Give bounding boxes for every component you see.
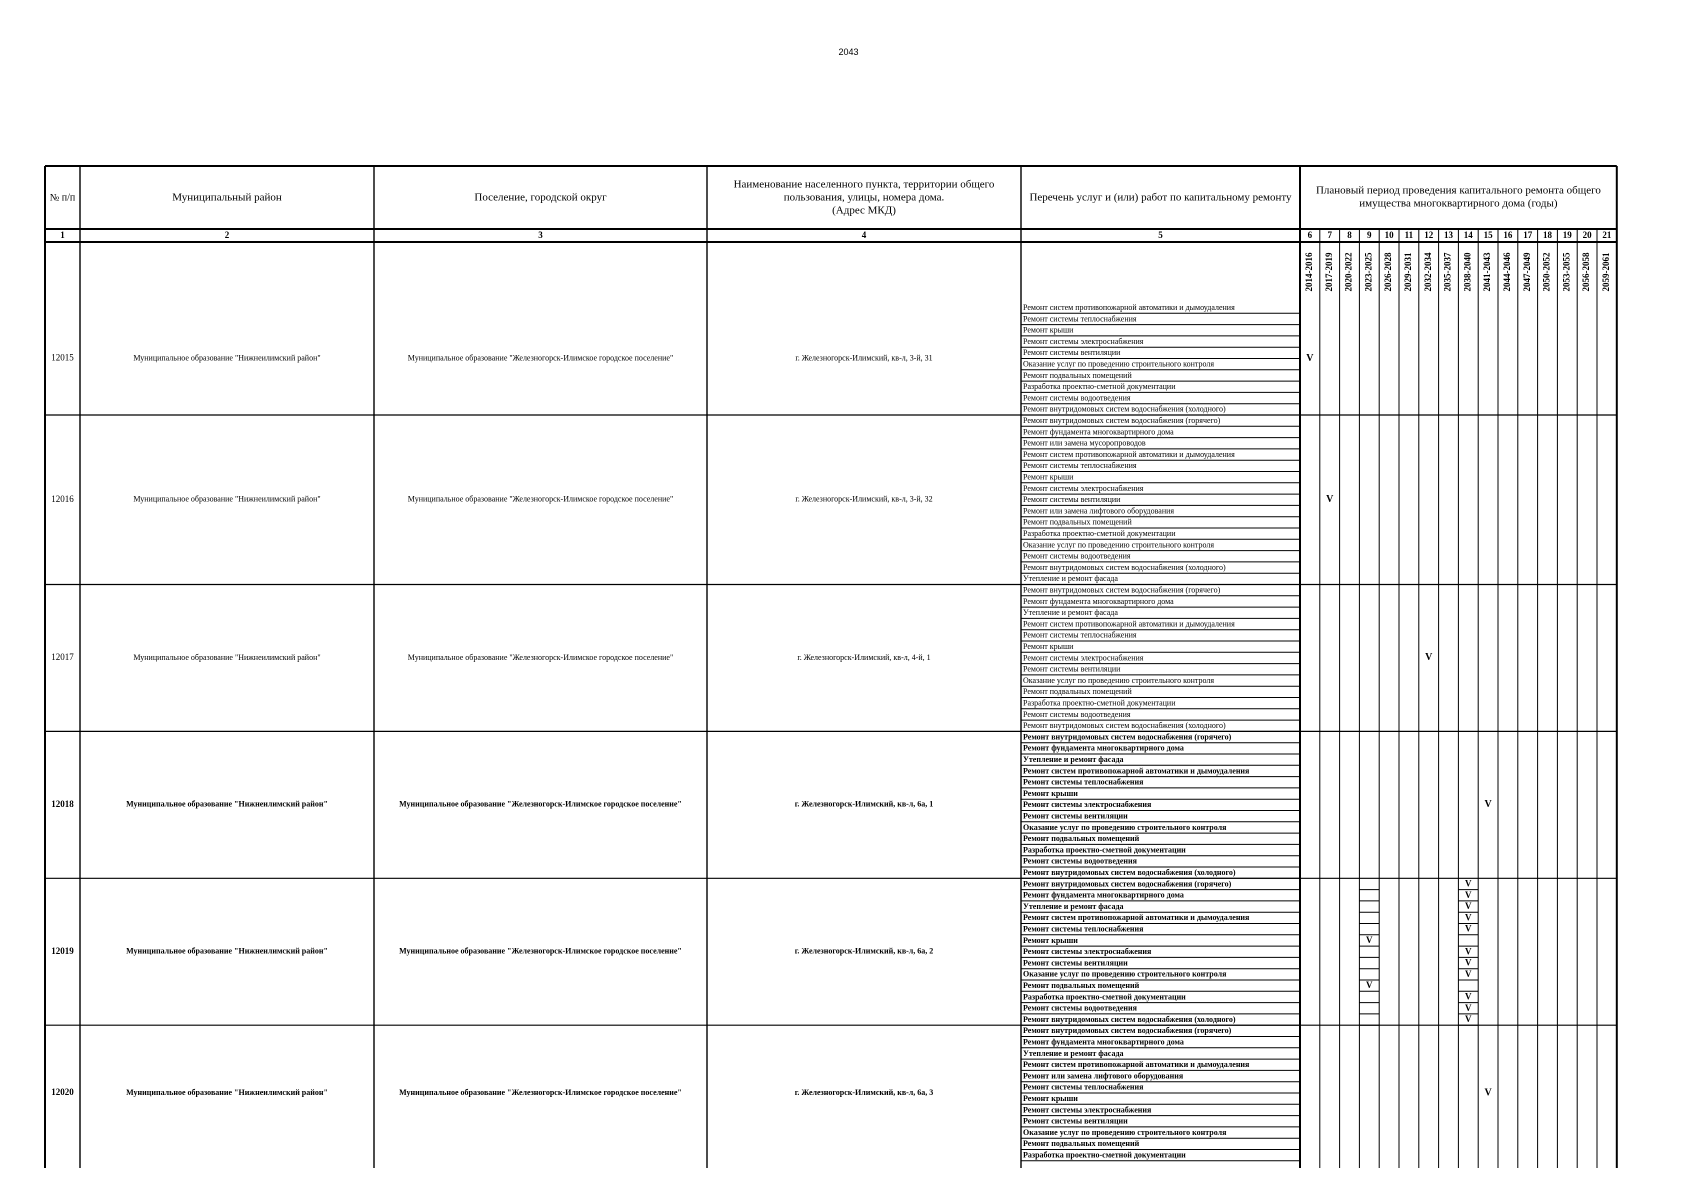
work-item: Утепление и ремонт фасада <box>1023 608 1118 618</box>
period-mark: V <box>1465 1002 1472 1013</box>
work-item: Ремонт фундамента многоквартирного дома <box>1023 596 1174 606</box>
period-mark: V <box>1465 923 1472 934</box>
record-address: г. Железногорск-Илимский, кв-л, 6а, 3 <box>794 1087 934 1097</box>
period-mark: V <box>1465 946 1472 957</box>
work-item: Оказание услуг по проведению строительного контроля <box>1023 359 1215 369</box>
work-item: Утепление и ремонт фасада <box>1023 574 1118 584</box>
work-item: Ремонт внутридомовых систем водоснабжения (горячего) <box>1023 732 1232 742</box>
work-item: Ремонт фундамента многоквартирного дома <box>1023 890 1184 900</box>
period-mark: V <box>1465 991 1472 1002</box>
header-address: пользования, улицы, номера дома. <box>783 191 945 204</box>
work-item: Ремонт систем противопожарной автоматики и дымоудаления <box>1023 449 1235 459</box>
work-item: Ремонт системы вентиляции <box>1023 664 1121 674</box>
work-item: Ремонт системы водоотведения <box>1023 856 1137 866</box>
work-item: Ремонт системы электроснабжения <box>1023 653 1144 663</box>
record-address: г. Железногорск-Илимский, кв-л, 3-й, 31 <box>795 353 933 363</box>
column-number: 18 <box>1543 230 1552 241</box>
work-item: Ремонт крыши <box>1023 641 1074 651</box>
work-item: Ремонт крыши <box>1023 935 1078 945</box>
work-item: Ремонт системы водоотведения <box>1023 709 1131 719</box>
work-item: Разработка проектно-сметной документации <box>1023 1150 1186 1160</box>
work-item: Утепление и ремонт фасада <box>1023 754 1124 764</box>
column-number: 12 <box>1424 230 1434 241</box>
period-label: 2041-2043 <box>1482 252 1493 292</box>
period-mark: V <box>1465 912 1472 923</box>
column-number: 21 <box>1602 230 1612 241</box>
period-label: 2032-2034 <box>1422 252 1433 292</box>
work-item: Разработка проектно-сметной документации <box>1023 528 1176 538</box>
period-label: 2056-2058 <box>1581 252 1592 292</box>
header-num: № п/п <box>49 192 76 204</box>
period-mark: V <box>1465 901 1472 912</box>
page-number: 2043 <box>838 47 859 57</box>
work-item: Оказание услуг по проведению строительного контроля <box>1023 822 1227 832</box>
column-number: 14 <box>1463 230 1473 241</box>
record-settlement: Муниципальное образование "Железногорск-Илимское городское поселение" <box>399 946 682 956</box>
column-number: 3 <box>538 230 543 241</box>
work-item: Ремонт внутридомовых систем водоснабжения (горячего) <box>1023 415 1221 425</box>
record-district: Муниципальное образование "Нижнеилимский район" <box>133 494 321 504</box>
column-number: 17 <box>1523 230 1533 241</box>
work-item: Ремонт или замена лифтового оборудования <box>1023 1071 1184 1081</box>
work-item: Ремонт системы вентиляции <box>1023 1116 1128 1126</box>
period-mark: V <box>1425 652 1433 664</box>
header-address: Наименование населенного пункта, территории общего <box>733 178 995 191</box>
work-item: Ремонт системы электроснабжения <box>1023 336 1144 346</box>
column-number: 13 <box>1444 230 1453 241</box>
period-label: 2053-2055 <box>1561 252 1572 292</box>
period-label: 2017-2019 <box>1323 252 1334 292</box>
period-mark: V <box>1465 878 1472 889</box>
work-item: Разработка проектно-сметной документации <box>1023 382 1176 392</box>
work-item: Ремонт внутридомовых систем водоснабжения (холодного) <box>1023 1014 1236 1024</box>
record-id: 12016 <box>51 493 74 504</box>
work-item: Ремонт или замена мусоропроводов <box>1023 438 1146 448</box>
work-item: Ремонт системы теплоснабжения <box>1023 314 1137 324</box>
work-item: Ремонт фундамента многоквартирного дома <box>1023 1037 1184 1047</box>
header-settlement: Поселение, городской округ <box>474 191 607 204</box>
work-item: Оказание услуг по проведению строительного контроля <box>1023 540 1215 550</box>
work-item: Разработка проектно-сметной документации <box>1023 992 1186 1002</box>
period-label: 2050-2052 <box>1541 252 1552 292</box>
period-mark: V <box>1484 799 1492 811</box>
period-label: 2035-2037 <box>1442 252 1453 292</box>
column-number: 4 <box>861 230 867 241</box>
record-district: Муниципальное образование "Нижнеилимский район" <box>133 353 321 363</box>
header-address: (Адрес МКД) <box>832 204 896 217</box>
period-mark: V <box>1366 980 1373 991</box>
work-item: Ремонт подвальных помещений <box>1023 517 1132 527</box>
work-item: Ремонт подвальных помещений <box>1023 687 1132 697</box>
period-mark: V <box>1306 352 1314 364</box>
record-address: г. Железногорск-Илимский, кв-л, 6а, 1 <box>794 799 934 809</box>
period-mark: V <box>1465 1014 1472 1025</box>
column-number: 16 <box>1503 230 1513 241</box>
period-label: 2038-2040 <box>1462 252 1473 292</box>
work-item: Разработка проектно-сметной документации <box>1023 845 1186 855</box>
work-item: Ремонт подвальных помещений <box>1023 834 1140 844</box>
column-number: 8 <box>1347 230 1352 241</box>
column-number: 7 <box>1327 230 1332 241</box>
column-number: 11 <box>1404 230 1414 241</box>
work-item: Ремонт внутридомовых систем водоснабжения (холодного) <box>1023 404 1226 414</box>
work-item: Утепление и ремонт фасада <box>1023 901 1124 911</box>
work-item: Ремонт системы теплоснабжения <box>1023 924 1144 934</box>
work-item: Утепление и ремонт фасада <box>1023 1048 1124 1058</box>
work-item: Оказание услуг по проведению строительного контроля <box>1023 675 1215 685</box>
column-number: 10 <box>1384 230 1394 241</box>
work-item: Ремонт системы теплоснабжения <box>1023 630 1137 640</box>
record-district: Муниципальное образование "Нижнеилимский район" <box>133 652 321 662</box>
header-works: Перечень услуг и (или) работ по капитальному ремонту <box>1029 191 1292 204</box>
period-mark: V <box>1366 935 1373 946</box>
work-item: Ремонт системы электроснабжения <box>1023 947 1152 957</box>
period-mark: V <box>1484 1087 1492 1099</box>
work-item: Ремонт системы теплоснабжения <box>1023 777 1144 787</box>
work-item: Ремонт подвальных помещений <box>1023 370 1132 380</box>
work-item: Оказание услуг по проведению строительного контроля <box>1023 969 1227 979</box>
column-number: 1 <box>60 230 65 241</box>
header-district: Муниципальный район <box>172 191 282 204</box>
column-number: 6 <box>1307 230 1313 241</box>
work-item: Оказание услуг по проведению строительного контроля <box>1023 1127 1227 1137</box>
column-number: 15 <box>1483 230 1493 241</box>
work-item: Ремонт систем противопожарной автоматики и дымоудаления <box>1023 913 1250 923</box>
record-settlement: Муниципальное образование "Железногорск-Илимское городское поселение" <box>399 1087 682 1097</box>
record-id: 12015 <box>51 352 74 363</box>
work-item: Ремонт системы водоотведения <box>1023 1003 1137 1013</box>
record-id: 12018 <box>51 798 74 809</box>
period-label: 2023-2025 <box>1363 252 1374 292</box>
work-item: Ремонт крыши <box>1023 788 1078 798</box>
record-settlement: Муниципальное образование "Железногорск-Илимское городское поселение" <box>399 799 682 809</box>
work-item: Ремонт внутридомовых систем водоснабжения (горячего) <box>1023 1026 1232 1036</box>
period-mark: V <box>1465 889 1472 900</box>
period-label: 2044-2046 <box>1501 252 1512 292</box>
work-item: Ремонт системы водоотведения <box>1023 393 1131 403</box>
work-item: Ремонт системы теплоснабжения <box>1023 461 1137 471</box>
work-item: Ремонт подвальных помещений <box>1023 1139 1140 1149</box>
record-district: Муниципальное образование "Нижнеилимский район" <box>126 1087 328 1097</box>
work-item: Ремонт систем противопожарной автоматики и дымоудаления <box>1023 302 1235 312</box>
record-district: Муниципальное образование "Нижнеилимский район" <box>126 946 328 956</box>
record-id: 12017 <box>51 652 74 663</box>
column-number: 20 <box>1582 230 1592 241</box>
header-period: имущества многоквартирного дома (годы) <box>1359 197 1558 210</box>
work-item: Ремонт системы вентиляции <box>1023 811 1128 821</box>
work-item: Ремонт крыши <box>1023 325 1074 335</box>
work-item: Ремонт системы электроснабжения <box>1023 1105 1152 1115</box>
column-number: 9 <box>1367 230 1372 241</box>
header-period: Плановый период проведения капитального ремонта общего <box>1315 184 1601 197</box>
period-mark: V <box>1326 494 1334 506</box>
work-item: Ремонт внутридомовых систем водоснабжения (горячего) <box>1023 879 1232 889</box>
period-label: 2026-2028 <box>1383 252 1394 292</box>
period-label: 2014-2016 <box>1303 252 1314 292</box>
work-item: Ремонт внутридомовых систем водоснабжения (холодного) <box>1023 721 1226 731</box>
record-settlement: Муниципальное образование "Железногорск-Илимское городское поселение" <box>407 652 674 662</box>
work-item: Ремонт систем противопожарной автоматики и дымоудаления <box>1023 766 1250 776</box>
work-item: Разработка проектно-сметной документации <box>1023 698 1176 708</box>
period-label: 2059-2061 <box>1600 252 1611 292</box>
period-label: 2047-2049 <box>1521 252 1532 292</box>
work-item: Ремонт системы электроснабжения <box>1023 483 1144 493</box>
record-address: г. Железногорск-Илимский, кв-л, 4-й, 1 <box>797 652 931 662</box>
record-address: г. Железногорск-Илимский, кв-л, 3-й, 32 <box>795 494 933 504</box>
work-item: Ремонт крыши <box>1023 472 1074 482</box>
column-number: 2 <box>224 230 230 241</box>
record-id: 12019 <box>51 945 74 956</box>
work-item: Ремонт крыши <box>1023 1093 1078 1103</box>
column-number: 5 <box>1158 230 1163 241</box>
work-item: Ремонт системы электроснабжения <box>1023 800 1152 810</box>
work-item: Ремонт фундамента многоквартирного дома <box>1023 743 1184 753</box>
work-item: Ремонт системы вентиляции <box>1023 495 1121 505</box>
work-item: Ремонт внутридомовых систем водоснабжения (холодного) <box>1023 867 1236 877</box>
work-item: Ремонт систем противопожарной автоматики и дымоудаления <box>1023 619 1235 629</box>
work-item: Ремонт подвальных помещений <box>1023 980 1140 990</box>
record-id: 12020 <box>51 1087 74 1098</box>
period-label: 2020-2022 <box>1343 252 1354 292</box>
work-item: Ремонт внутридомовых систем водоснабжения (холодного) <box>1023 562 1226 572</box>
record-settlement: Муниципальное образование "Железногорск-Илимское городское поселение" <box>407 494 674 504</box>
work-item: Ремонт системы теплоснабжения <box>1023 1082 1144 1092</box>
work-item: Ремонт системы вентиляции <box>1023 958 1128 968</box>
record-district: Муниципальное образование "Нижнеилимский район" <box>126 799 328 809</box>
work-item: Ремонт или замена лифтового оборудования <box>1023 506 1175 516</box>
period-mark: V <box>1465 968 1472 979</box>
work-item: Ремонт систем противопожарной автоматики и дымоудаления <box>1023 1060 1250 1070</box>
record-settlement: Муниципальное образование "Железногорск-Илимское городское поселение" <box>407 353 674 363</box>
work-item: Ремонт фундамента многоквартирного дома <box>1023 427 1174 437</box>
work-item: Ремонт системы водоотведения <box>1023 551 1131 561</box>
period-mark: V <box>1465 957 1472 968</box>
work-item: Ремонт системы вентиляции <box>1023 348 1121 358</box>
record-address: г. Железногорск-Илимский, кв-л, 6а, 2 <box>794 946 934 956</box>
work-item: Ремонт внутридомовых систем водоснабжения (горячего) <box>1023 585 1221 595</box>
column-number: 19 <box>1562 230 1572 241</box>
period-label: 2029-2031 <box>1402 252 1413 292</box>
